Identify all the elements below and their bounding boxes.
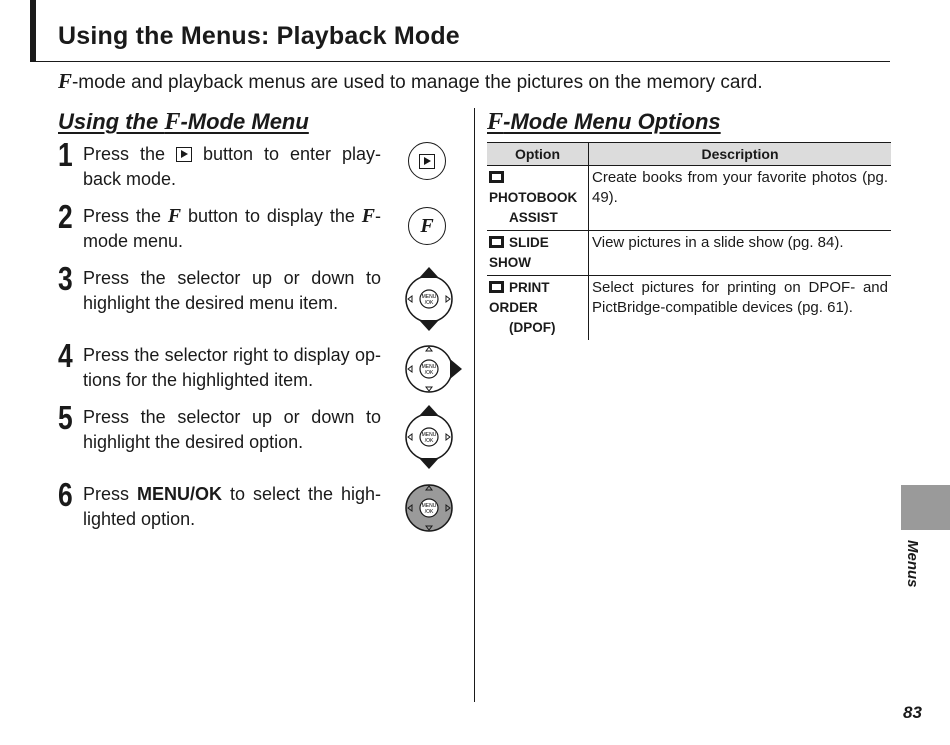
step-number: 6 (58, 476, 73, 513)
step-number: 4 (58, 337, 73, 374)
svg-text:/OK: /OK (424, 509, 434, 515)
column-header-option: Option (487, 143, 589, 166)
svg-text:/OK: /OK (424, 370, 434, 376)
step-text: Press the selector up or down to highlight the desired menu item. (83, 268, 381, 313)
playback-button-icon (176, 147, 192, 162)
step-number: 3 (58, 260, 73, 297)
step-text: Press the button to enter play-back mode. (83, 144, 381, 189)
svg-text:MENU: MENU (421, 503, 437, 509)
description-cell: Create books from your favorite photos (pg. 49). (589, 166, 892, 231)
table-header-row (487, 143, 891, 166)
option-cell: PHOTOBOOK ASSIST (487, 166, 589, 231)
options-table (487, 142, 891, 340)
option-cell: PRINT ORDER (DPOF) (487, 276, 589, 341)
step-text: Press the selector up or down to highlight the desired option. (83, 407, 381, 452)
page-number: 83 (903, 703, 922, 722)
svg-text:/OK: /OK (424, 300, 434, 306)
section-tab (901, 485, 950, 530)
step-number: 1 (58, 136, 73, 173)
step-number: 5 (58, 399, 73, 436)
option-cell: SLIDE SHOW (487, 231, 589, 276)
menu-ok-button-icon (401, 480, 457, 536)
step-text: Press the F button to display the F-mode menu. (83, 205, 381, 251)
page-title: Using the Menus: Playback Mode (58, 22, 460, 50)
selector-up-down-icon (401, 266, 457, 332)
section-label: Menus (904, 540, 921, 588)
left-section-heading: Using the F-Mode Menu (58, 108, 309, 135)
f-button-icon: F (408, 207, 446, 245)
svg-text:MENU: MENU (421, 432, 437, 438)
step-text: Press the selector right to display op-tions for the highlighted item. (83, 345, 381, 390)
column-header-description: Description (589, 143, 892, 166)
step-text: Press MENU/OK to select the high-lighted option. (83, 484, 381, 529)
step-number: 2 (58, 198, 73, 235)
description-cell: Select pictures for printing on DPOF- and PictBridge-compatible devices (pg. 61). (592, 279, 888, 316)
table-row (487, 231, 891, 276)
svg-text:MENU: MENU (421, 364, 437, 370)
table-row (487, 276, 891, 341)
column-divider (474, 108, 475, 702)
description-cell: View pictures in a slide show (pg. 84). (589, 231, 892, 276)
photobook-icon (489, 171, 504, 183)
svg-text:MENU: MENU (421, 294, 437, 300)
slideshow-icon (489, 236, 504, 248)
intro-text: F-mode and playback menus are used to manage the pictures on the memory card. (58, 69, 763, 93)
svg-text:/OK: /OK (424, 438, 434, 444)
selector-up-down-icon (401, 404, 457, 470)
selector-right-icon (401, 341, 463, 397)
table-row (487, 166, 891, 231)
right-section-heading: F-Mode Menu Options (487, 108, 721, 135)
f-symbol: F (58, 69, 72, 93)
playback-button-icon (408, 142, 446, 180)
print-icon (489, 281, 504, 293)
title-bar (30, 0, 890, 62)
